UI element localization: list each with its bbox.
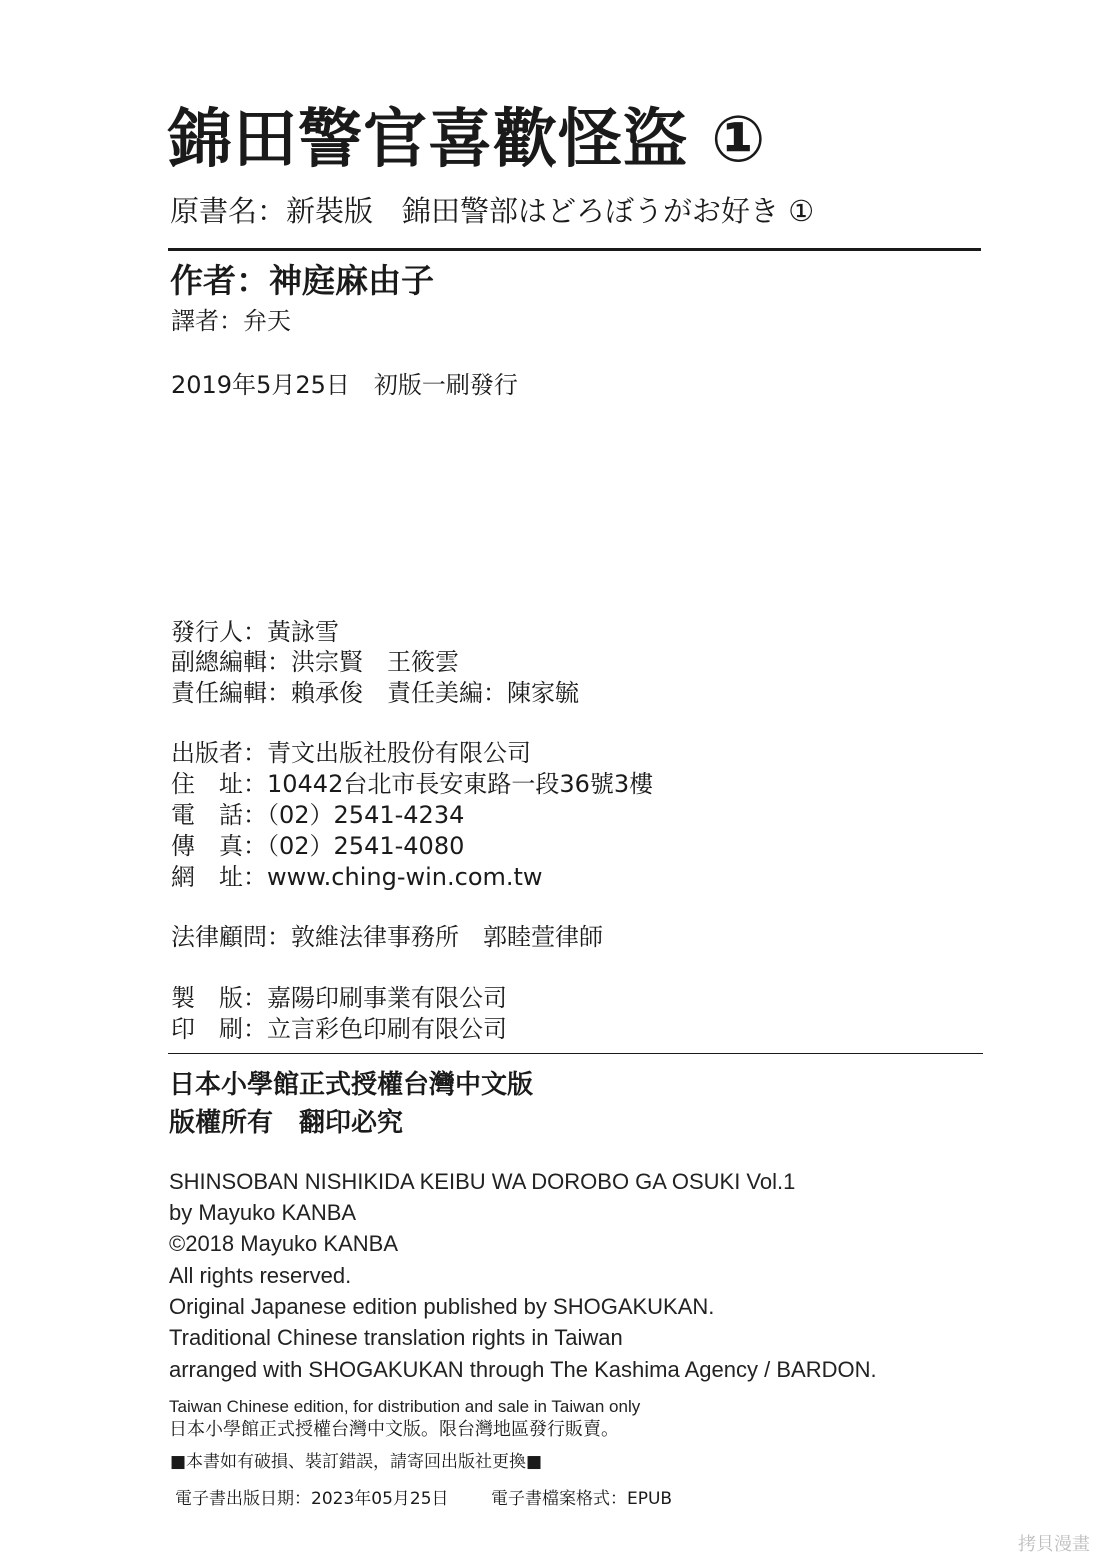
distribution-en: Taiwan Chinese edition, for distribution and sale in Taiwan only bbox=[169, 1397, 641, 1416]
printer: 印 刷：立言彩色印刷有限公司 bbox=[171, 1015, 507, 1043]
rights-en-line: ©2018 Mayuko KANBA bbox=[169, 1231, 398, 1256]
publisher-company: 出版者：青文出版社股份有限公司 bbox=[171, 739, 531, 767]
rights-divider bbox=[168, 1053, 983, 1054]
title-divider bbox=[168, 248, 981, 251]
legal-advisor: 法律顧問：敦維法律事務所 郭睦萱律師 bbox=[171, 923, 603, 951]
phone: 電 話：（02）2541-4234 bbox=[171, 801, 465, 829]
rights-zh-line1: 日本小學館正式授權台灣中文版 bbox=[169, 1070, 534, 1100]
rights-en-line: All rights reserved. bbox=[169, 1263, 352, 1288]
publisher-person: 發行人：黃詠雪 bbox=[171, 618, 339, 646]
rights-en-line: by Mayuko KANBA bbox=[169, 1200, 357, 1225]
rights-en-line: Original Japanese edition published by SHOGAKUKAN. bbox=[169, 1294, 715, 1319]
rights-en-line: Traditional Chinese translation rights in Taiwan bbox=[169, 1325, 623, 1350]
author: 作者：神庭麻由子 bbox=[170, 261, 434, 300]
translator: 譯者：弁天 bbox=[171, 307, 291, 335]
rights-en-line: SHINSOBAN NISHIKIDA KEIBU WA DOROBO GA OSUKI Vol.1 bbox=[169, 1169, 796, 1194]
address: 住 址：10442台北市長安東路一段36號3樓 bbox=[171, 770, 654, 798]
damage-notice: ■本書如有破損、裝訂錯誤，請寄回出版社更換■ bbox=[170, 1452, 543, 1472]
ebook-date: 電子書出版日期：2023年05月25日 bbox=[175, 1489, 449, 1509]
distribution-zh: 日本小學館正式授權台灣中文版。限台灣地區發行販賣。 bbox=[169, 1419, 619, 1440]
rights-en-line: arranged with SHOGAKUKAN through The Kashima Agency / BARDON. bbox=[169, 1357, 877, 1382]
watermark: 拷貝漫畫 bbox=[1018, 1534, 1090, 1555]
original-title: 原書名：新裝版 錦田警部はどろぼうがお好き ① bbox=[170, 194, 815, 228]
ebook-format: 電子書檔案格式：EPUB bbox=[491, 1489, 673, 1509]
deputy-editor: 副總編輯：洪宗賢 王筱雲 bbox=[171, 648, 459, 676]
publish-date: 2019年5月25日 初版一刷發行 bbox=[171, 371, 518, 399]
website: 網 址：www.ching-win.com.tw bbox=[171, 863, 543, 891]
book-title: 錦田警官喜歡怪盜 ① bbox=[168, 103, 767, 177]
fax: 傳 真：（02）2541-4080 bbox=[171, 832, 465, 860]
rights-zh-line2: 版權所有 翻印必究 bbox=[169, 1108, 404, 1138]
plate-maker: 製 版：嘉陽印刷事業有限公司 bbox=[171, 984, 507, 1012]
editors: 責任編輯：賴承俊 責任美編：陳家毓 bbox=[171, 679, 579, 707]
